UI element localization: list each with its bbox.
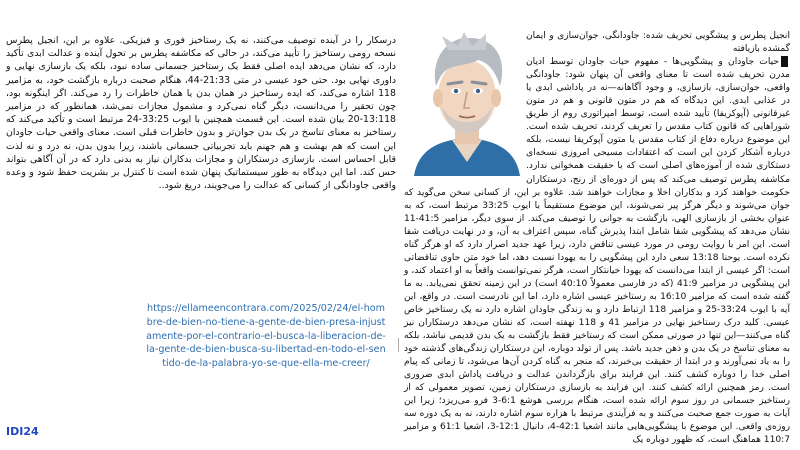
- source-url[interactable]: [146, 302, 386, 371]
- man-portrait: [408, 28, 526, 176]
- right-heading: انجیل پطرس و پیشگویی تحریف شده: جاودانگی، جوان‌سازی و ایمان گمشده بازیافته: [526, 31, 790, 55]
- left-paragraph: درسکار را در آینده توصیف می‌کنند، نه یک رستاخیز فوری و فیزیکی. علاوه بر این، انجیل پطرس نسخه رومی رستاخیز را تأیید می‌کند، در حالی که مکاشفه پطرس بر تحول آینده و عدالت ابدی تأکید دارد، که نشان می‌دهد ایده اصلی فقط یک رستاخیز جسمانی ساده نبود، بلکه یک بازسازی نهایی و داوری نهایی بود. حتی خود عیسی در متی 21:33-44، هنگام صحبت درباره بازگشت خود، به مزامیر 118 اشاره می‌کند، که ایده رستاخیز در همان بدن یا همان خاطرات را رد می‌کند. اگر اینگونه بود، چون تحقیر را می‌دانست، دیگر گناه نمی‌کرد و مشمول مجازات نمی‌شد، همانطور که در مزامیر 13:118-20 بیان شده است. این قسمت همچنین با ایوب 33:25-24 مرتبط است و تأکید می‌کند که رستاخیز به معنای تناسخ در یک بدن جوان‌تر و بدون خاطرات قبلی است. معنای واقعی حیات جاودان این است که هم بهشت و هم جهنم باید تجربیاتی جسمانی باشند، زیرا بدون بدن، نه درد و نه لذت قابل احساس است. بازسازی درستکاران و مجازات بدکاران نیاز به بدنی دارد که در آن آگاهی بتواند حس کند. اما این دیدگاه به طور سیستماتیک پنهان شده است تا کنترل بر بشریت حفظ شود و وعده واقعی جاودانگی از کسانی که عدالت را می‌جویند، دریغ شود..: [6, 35, 396, 192]
- page-tag: IDI24: [6, 425, 39, 438]
- source-link[interactable]: https://ellameencontrara.com/2025/02/24/el-hombre-de-bien-no-tiene-a-gente-de-bien-presa-injustamente-por-el-contrario-el-busca-la-liberacion-de-la-gente-de-bien-busca-su-libertad-en-todo-el-sentido-de-la-palabra-yo-se-que-ella-me-creer/: [146, 303, 386, 370]
- right-paragraph: حیات جاودان و پیشگویی‌ها - مفهوم حیات جاودان توسط ادیان مدرن تحریف شده است تا معنای واقعی آن پنهان شود: جاودانگی واقعی، جوان‌سازی، بازسازی، و وجود آگاهانه—نه در پاداشی ابدی یا در عذابی ابدی. این دیدگاه که هم در متون قانونی و هم در متون غیرقانونی (آپوکریفا) تأیید شده است، توسط امپراتوری روم از طریق شوراهایی که قانون کتاب مقدس را تعریف کردند، تحریف شده است. این موضوع درباره دفاع از کتاب مقدس یا متون آپوکریفا نیست، بلکه درباره آشکار کردن این است که اعتقادات مسیحی امروزی نسخه‌ای دستکاری شده از آموزه‌های اصلی است که با حقیقت همخوانی ندارد. مکاشفه پطرس توصیف می‌کند که پس از دوره‌ای از رنج، درستکاران حکومت خواهند کرد و بدکاران اخلا و مجازات خواهند شد. علاوه بر این، از کسانی سخن می‌گوید که جوان می‌شوند و دیگر هرگز پیر نمی‌شوند، این موضوع مستقیماً با ایوب 33:25 مرتبط است، که به عنوان بخشی از بازسازی الهی، بازگشت به جوانی را توصیف می‌کند. از سوی دیگر، مزامیر 41:5-11 نشان می‌دهد که پیشگویی شفا شامل ابتدا پذیرش گناه، سپس اعتراف به آن، و در نهایت دریافت شفا است. این امر با روایت رومی در مورد عیسی تناقض دارد، زیرا عهد جدید اصرار دارد که او هرگز گناه نکرده است. یوحنا 13:18 سعی دارد این پیشگویی را به یهودا نسبت دهد، اما خود متن حاوی تناقضاتی است: اگر عیسی از ابتدا می‌دانست که یهودا خیانتکار است، هرگز نمی‌توانست واقعاً به او اعتماد کند، و این پیشگویی در مزامیر 41:9 (که در فارسی معمولاً 40:10 است) در این زمینه تحقق نمی‌یابد. به ما گفته شده است که مزامیر 16:10 به رستاخیز عیسی اشاره دارد، اما این نادرست است. در واقع، این آیه با ایوب 33:24-25 و مزامیر 118 ارتباط دارد و به زندگی جاودان اشاره دارد نه یک رستاخیز خاص عیسی. کلید درک رستاخیز نهایی در مزامیر 41 و 118 نهفته است، که نشان می‌دهد درستکاران نیز گناه می‌کنند—این تنها در صورتی ممکن است که رستاخیز فقط بازگشت به یک بدن قدیمی نباشد، بلکه به معنای تناسخ در یک بدن و ذهن جدید باشد. پس از تولد دوباره، این درستکاران زندگی‌های گذشته خود را به یاد نمی‌آورند و در ابتدا از حقیقت بی‌خبرند، که منجر به گناه کردن آن‌ها می‌شود، تا زمانی که پیام اصلی خدا را دوباره کشف کنند. این فرایند برای بازگرداندن عدالت و دریافت پاداش ابدی ضروری است. رمز همچنین ارائه کشف کنند. این فرایند به بازسازی درستکاران زمین، تصویر معمولی که از رستاخیز جسمانی در روز سوم ارائه شده است، هنگام بررسی هوشع 6:1-3 فرو می‌ریزد؛ زیرا این آیات به صورت جمع صحبت می‌کنند و به فرآیندی مرتبط با هزاره سوم اشاره دارند، نه به یک دوره سه روزه‌ی واقعی. این موضوع با پیشگویی‌هایی مانند اشعیا 42:1-4، دانیال 12:1-3، اشعیا 61:1 و مزامیر 110:7 هماهنگ است، که ظهور دوباره یک: [404, 57, 791, 446]
- text-cursor: [781, 56, 788, 67]
- left-column-text: [6, 34, 396, 192]
- column-divider-mark: [398, 338, 399, 352]
